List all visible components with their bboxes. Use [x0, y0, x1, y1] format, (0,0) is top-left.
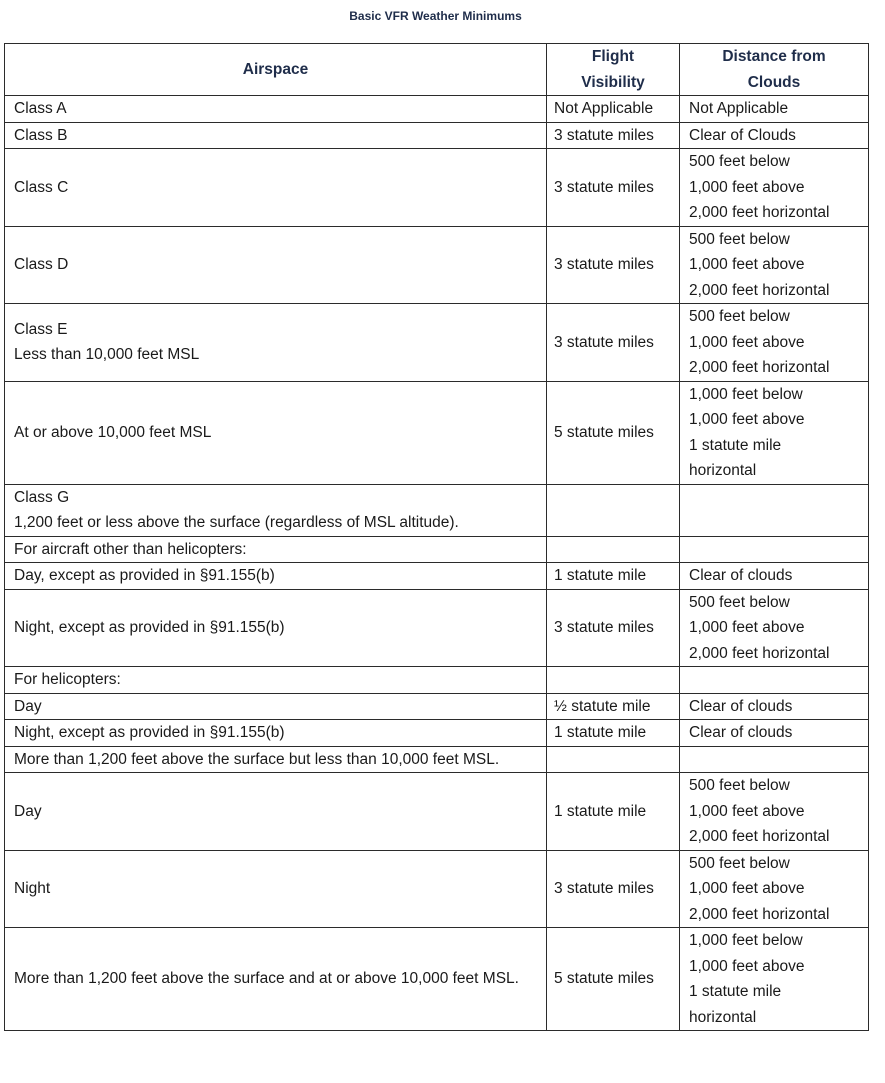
airspace-text: Class B: [14, 126, 68, 144]
airspace-text: More than 1,200 feet above the surface and at or above 10,000 feet MSL.: [14, 970, 519, 988]
cloud-distance-text: horizontal: [689, 1008, 757, 1026]
cloud-distance-cell: [680, 667, 869, 694]
cloud-distance-text: 1,000 feet below: [689, 932, 803, 949]
cloud-distance-cell: [680, 693, 869, 720]
header-flight-visibility: [547, 44, 680, 96]
cloud-distance-text: 2,000 feet horizontal: [689, 905, 830, 923]
cloud-distance-cell: [680, 484, 869, 536]
cloud-distance-text: 1,000 feet above: [689, 178, 805, 196]
cloud-distance-text: 1 statute mile: [689, 983, 782, 1000]
cloud-distance-cell: [680, 226, 869, 304]
airspace-text: Class D: [14, 256, 69, 273]
airspace-cell: [5, 720, 547, 747]
cloud-distance-cell: [680, 304, 869, 382]
cloud-distance-text: Clear of clouds: [689, 724, 793, 741]
cloud-distance-cell: [680, 149, 869, 227]
cloud-distance-text: Clear of clouds: [689, 567, 793, 584]
flight-visibility-cell: [547, 773, 680, 851]
flight-visibility-cell: [547, 149, 680, 227]
table-row: [5, 304, 869, 382]
flight-visibility-cell: [547, 693, 680, 720]
table-row: [5, 667, 869, 694]
airspace-cell: [5, 226, 547, 304]
airspace-text: Class C: [14, 178, 69, 196]
flight-visibility-cell: [547, 536, 680, 563]
flight-visibility-cell: [547, 563, 680, 590]
airspace-text: Night: [14, 880, 51, 897]
cloud-distance-text: 500 feet below: [689, 308, 790, 325]
flight-visibility-cell: [547, 589, 680, 667]
airspace-text: Less than 10,000 feet MSL: [14, 346, 200, 364]
cloud-distance-text: 1,000 feet above: [689, 802, 805, 820]
cloud-distance-text: 500 feet below: [689, 777, 790, 794]
airspace-cell: [5, 928, 547, 1031]
airspace-cell: [5, 381, 547, 484]
cloud-distance-cell: [680, 589, 869, 667]
cloud-distance-cell: [680, 720, 869, 747]
header-distance-from-clouds: [680, 44, 869, 96]
table-row: [5, 381, 869, 484]
airspace-text: At or above 10,000 feet MSL: [14, 423, 212, 441]
cloud-distance-cell: [680, 563, 869, 590]
cloud-distance-text: 500 feet below: [689, 230, 790, 248]
flight-visibility-text: 3 statute miles: [554, 333, 654, 351]
cloud-distance-text: 1,000 feet below: [689, 385, 803, 403]
cloud-distance-text: 500 feet below: [689, 593, 790, 611]
cloud-distance-text: 500 feet below: [689, 153, 790, 170]
flight-visibility-text: 5 statute miles: [554, 970, 654, 988]
cloud-distance-text: 500 feet below: [689, 854, 790, 872]
table-row: [5, 122, 869, 149]
header-airspace: [5, 44, 547, 96]
cloud-distance-cell: [680, 122, 869, 149]
airspace-text: Day: [14, 697, 42, 715]
table-row: [5, 484, 869, 536]
cloud-distance-text: horizontal: [689, 462, 757, 479]
cloud-distance-text: 1,000 feet above: [689, 411, 805, 428]
airspace-cell: [5, 850, 547, 928]
flight-visibility-cell: [547, 96, 680, 123]
header-visibility-line1: Flight: [591, 48, 635, 65]
cloud-distance-text: 1,000 feet above: [689, 957, 805, 975]
airspace-cell: [5, 563, 547, 590]
table-row: [5, 928, 869, 1031]
table-row: [5, 536, 869, 563]
cloud-distance-cell: [680, 96, 869, 123]
flight-visibility-text: 3 statute miles: [554, 880, 654, 897]
table-row: [5, 720, 869, 747]
flight-visibility-cell: [547, 381, 680, 484]
airspace-text: 1,200 feet or less above the surface (regardless of MSL altitude).: [14, 514, 459, 531]
table-row: [5, 850, 869, 928]
flight-visibility-cell: [547, 720, 680, 747]
cloud-distance-cell: [680, 746, 869, 773]
flight-visibility-cell: [547, 746, 680, 773]
table-header-row: [5, 44, 869, 96]
airspace-cell: [5, 122, 547, 149]
airspace-cell: [5, 484, 547, 536]
airspace-cell: [5, 96, 547, 123]
table-row: [5, 149, 869, 227]
airspace-text: Night, except as provided in §91.155(b): [14, 724, 285, 741]
airspace-text: For helicopters:: [14, 671, 121, 688]
flight-visibility-text: 3 statute miles: [554, 619, 654, 636]
cloud-distance-text: Clear of Clouds: [689, 126, 796, 144]
cloud-distance-text: 2,000 feet horizontal: [689, 644, 830, 662]
airspace-cell: [5, 667, 547, 694]
vfr-minimums-table: [4, 43, 869, 1031]
header-visibility-line2: Visibility: [581, 73, 645, 91]
cloud-distance-text: 1,000 feet above: [689, 256, 805, 273]
flight-visibility-text: 1 statute mile: [554, 724, 647, 741]
airspace-cell: [5, 589, 547, 667]
table-row: [5, 773, 869, 851]
header-distance-line2: Clouds: [747, 73, 801, 91]
flight-visibility-cell: [547, 122, 680, 149]
flight-visibility-text: ½ statute mile: [554, 697, 651, 715]
cloud-distance-cell: [680, 850, 869, 928]
flight-visibility-text: 3 statute miles: [554, 178, 654, 196]
cloud-distance-cell: [680, 381, 869, 484]
cloud-distance-text: 1,000 feet above: [689, 333, 805, 351]
airspace-text: For aircraft other than helicopters:: [14, 540, 247, 558]
flight-visibility-cell: [547, 667, 680, 694]
cloud-distance-text: 2,000 feet horizontal: [689, 281, 830, 299]
table-row: [5, 563, 869, 590]
airspace-text: Day: [14, 802, 42, 820]
airspace-text: Day, except as provided in §91.155(b): [14, 567, 275, 584]
airspace-text: Night, except as provided in §91.155(b): [14, 619, 285, 636]
table-row: [5, 96, 869, 123]
flight-visibility-text: 5 statute miles: [554, 423, 654, 441]
flight-visibility-text: 3 statute miles: [554, 126, 654, 144]
cloud-distance-text: Clear of clouds: [689, 697, 793, 715]
airspace-text: Class E: [14, 320, 68, 338]
cloud-distance-cell: [680, 773, 869, 851]
cloud-distance-cell: [680, 536, 869, 563]
flight-visibility-cell: [547, 304, 680, 382]
cloud-distance-text: 2,000 feet horizontal: [689, 828, 830, 845]
cloud-distance-text: 2,000 feet horizontal: [689, 359, 830, 376]
table-row: [5, 226, 869, 304]
cloud-distance-cell: [680, 928, 869, 1031]
table-row: [5, 746, 869, 773]
airspace-text: Class G: [14, 488, 70, 506]
airspace-cell: [5, 693, 547, 720]
flight-visibility-cell: [547, 484, 680, 536]
cloud-distance-text: 1,000 feet above: [689, 619, 805, 636]
page-title: Basic VFR Weather Minimums: [349, 9, 522, 23]
flight-visibility-cell: [547, 928, 680, 1031]
cloud-distance-text: 1 statute mile: [689, 436, 782, 454]
cloud-distance-text: Not Applicable: [689, 100, 789, 117]
airspace-cell: [5, 149, 547, 227]
table-row: [5, 589, 869, 667]
flight-visibility-cell: [547, 226, 680, 304]
flight-visibility-text: Not Applicable: [554, 100, 654, 117]
airspace-text: More than 1,200 feet above the surface but less than 10,000 feet MSL.: [14, 750, 500, 768]
header-airspace-label: Airspace: [242, 60, 309, 78]
flight-visibility-cell: [547, 850, 680, 928]
cloud-distance-text: 2,000 feet horizontal: [689, 204, 830, 221]
flight-visibility-text: 1 statute mile: [554, 567, 647, 584]
airspace-cell: [5, 773, 547, 851]
airspace-cell: [5, 746, 547, 773]
airspace-cell: [5, 536, 547, 563]
airspace-cell: [5, 304, 547, 382]
table-row: [5, 693, 869, 720]
flight-visibility-text: 1 statute mile: [554, 802, 647, 820]
flight-visibility-text: 3 statute miles: [554, 256, 654, 273]
airspace-text: Class A: [14, 100, 67, 117]
cloud-distance-text: 1,000 feet above: [689, 880, 805, 897]
header-distance-line1: Distance from: [722, 48, 826, 65]
